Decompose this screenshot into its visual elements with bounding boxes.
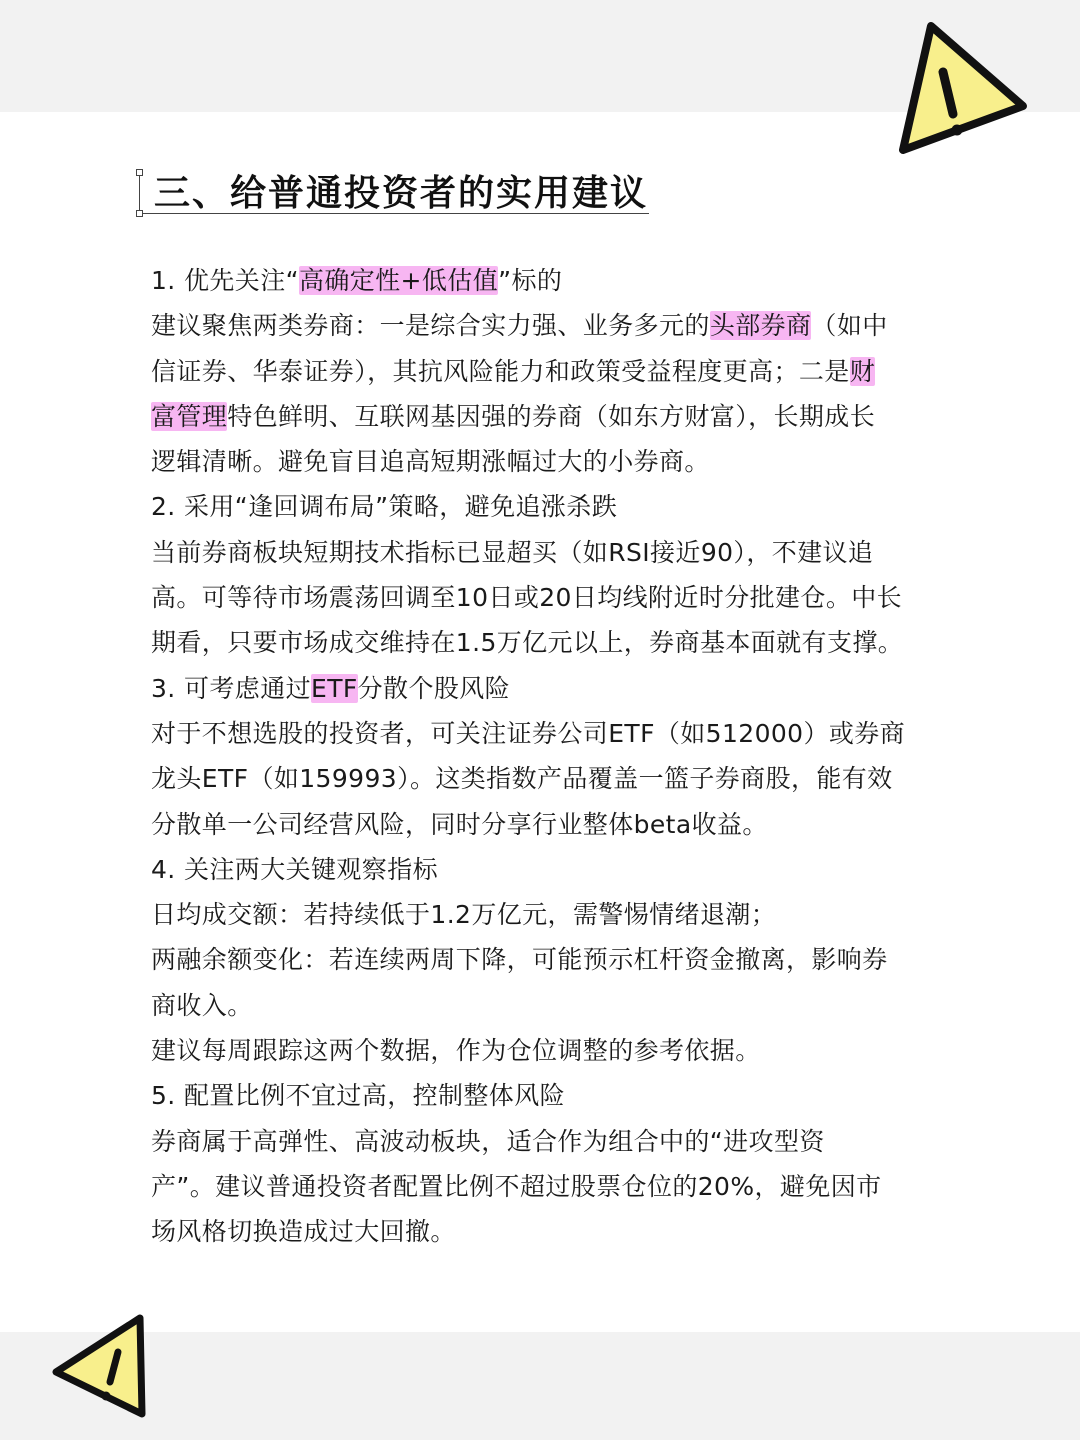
line-text: 1. 优先关注“ [151,266,299,295]
section-heading: 三、给普通投资者的实用建议 [154,173,649,214]
text-line [151,983,941,1028]
highlighted-text: ETF [311,673,358,703]
text-line [151,847,941,892]
text-line [151,484,941,529]
text-line [151,892,941,937]
line-text: ”标的 [498,266,563,295]
text-line [151,303,941,348]
highlighted-text: 财 [849,356,876,386]
text-line [151,937,941,982]
line-text: 场风格切换造成过大回撤。 [151,1217,456,1247]
line-text: 2. 采用“逢回调布局”策略，避免追涨杀跌 [151,492,618,522]
text-line [151,1209,941,1254]
highlighted-text: 头部券商 [709,311,812,341]
text-line [151,1073,941,1118]
line-text: 日均成交额：若持续低于1.2万亿元，需警惕情绪退潮； [151,900,777,930]
line-text: 5. 配置比例不宜过高，控制整体风险 [151,1081,566,1111]
text-line [151,756,941,801]
text-line [151,1028,941,1073]
text-line [151,1119,941,1164]
line-text: 逻辑清晰。避免盲目追高短期涨幅过大的小券商。 [151,447,710,477]
line-text: 分散单一公司经营风险，同时分享行业整体beta收益。 [151,809,768,839]
text-line [151,620,941,665]
text-line [151,258,941,303]
advice-body [151,258,941,1255]
highlighted-text: 富管理 [151,401,228,431]
frame-handle [136,169,143,176]
line-text: 两融余额变化：若连续两周下降，可能预示杠杆资金撤离，影响券 [151,945,888,975]
line-text: 建议每周跟踪这两个数据，作为仓位调整的参考依据。 [151,1036,761,1066]
text-line [151,711,941,756]
line-text: 券商属于高弹性、高波动板块，适合作为组合中的“进攻型资 [151,1126,825,1156]
line-text: 期看，只要市场成交维持在1.5万亿元以上，券商基本面就有支撑。 [151,628,904,658]
line-text: 高。可等待市场震荡回调至10日或20日均线附近时分批建仓。中长 [151,583,903,613]
line-text: 对于不想选股的投资者，可关注证券公司ETF（如512000）或券商 [151,718,906,748]
text-line [151,439,941,484]
text-line [151,802,941,847]
line-text: 建议聚焦两类券商：一是综合实力强、业务多元的 [151,311,710,341]
frame-handle [136,210,143,217]
text-line [151,575,941,620]
line-text: 分散个股风险 [357,673,511,703]
highlighted-text: 高确定性+低估值 [298,266,499,295]
text-line [151,394,941,439]
line-text: 当前券商板块短期技术指标已显超买（如RSI接近90），不建议追 [151,537,874,567]
line-text: （如中 [811,311,888,341]
text-line [151,530,941,575]
line-text: 龙头ETF（如159993）。这类指数产品覆盖一篮子券商股，能有效 [151,764,893,794]
line-text: 信证券、华泰证券），其抗风险能力和政策受益程度更高；二是 [151,356,850,386]
line-text: 特色鲜明、互联网基因强的券商（如东方财富），长期成长 [227,401,876,431]
line-text: 商收入。 [151,990,253,1020]
line-text: 产”。建议普通投资者配置比例不超过股票仓位的20%，避免因市 [151,1171,882,1201]
warning-triangle-icon [893,18,1033,163]
text-line [151,349,941,394]
text-line [151,666,941,711]
line-text: 3. 可考虑通过 [151,673,311,703]
warning-triangle-icon [48,1310,154,1422]
line-text: 4. 关注两大关键观察指标 [151,854,439,884]
text-line [151,1164,941,1209]
